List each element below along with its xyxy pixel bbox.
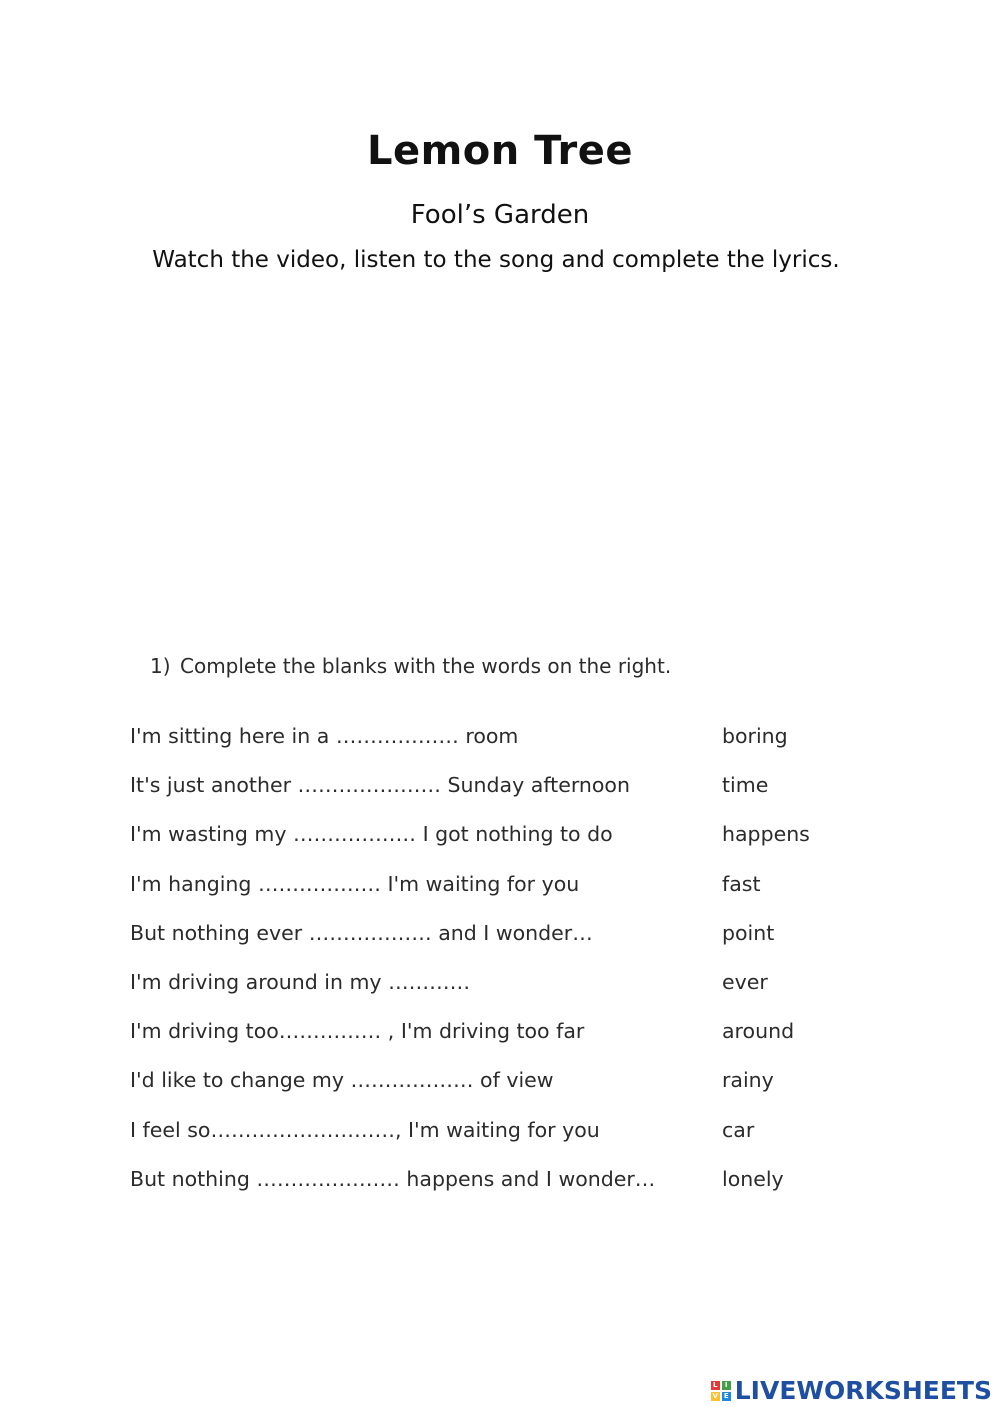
lyric-row	[130, 872, 830, 921]
artist-name: Fool’s Garden	[410, 200, 590, 230]
word-option: point	[722, 920, 775, 945]
task-heading	[150, 654, 671, 678]
lyric-row	[130, 1118, 830, 1167]
lyric-line: But nothing ………………… happens and I wonder…	[130, 1166, 656, 1191]
lyric-row	[130, 1019, 830, 1068]
logo-block: L	[711, 1381, 720, 1390]
logo-block: V	[712, 1391, 718, 1400]
logo-mark-icon	[711, 1381, 731, 1401]
lyric-row	[130, 822, 830, 871]
lyric-line: I'm sitting here in a ……………… room	[130, 724, 519, 748]
lyric-row	[130, 773, 830, 822]
lyric-row	[130, 970, 830, 1019]
word-option: car	[722, 1117, 755, 1142]
word-option: fast	[722, 871, 761, 896]
lyric-row	[130, 1167, 830, 1216]
lyric-row	[130, 724, 830, 773]
instructions-text: Watch the video, listen to the song and complete the lyrics.	[152, 247, 840, 273]
word-option: rainy	[722, 1068, 774, 1093]
lyric-line: I'd like to change my ……………… of view	[130, 1068, 554, 1093]
task-number: 1)	[150, 654, 171, 678]
word-option: lonely	[722, 1166, 784, 1191]
logo-block: E	[722, 1392, 731, 1401]
word-option: around	[722, 1019, 795, 1044]
worksheet-title: Lemon Tree	[366, 128, 634, 174]
word-option: boring	[722, 724, 788, 748]
liveworksheets-logo[interactable]	[711, 1376, 992, 1405]
lyric-row	[130, 921, 830, 970]
lyric-line: It's just another ………………… Sunday afternoon	[130, 773, 630, 798]
lyric-row	[130, 1068, 830, 1117]
lyric-line: I'm hanging ……………… I'm waiting for you	[130, 871, 580, 896]
word-option: happens	[722, 822, 810, 847]
logo-block: I	[722, 1381, 731, 1390]
lyric-line: I'm wasting my ……………… I got nothing to do	[130, 822, 613, 847]
lyric-line: I'm driving too…………… , I'm driving too far	[130, 1019, 585, 1044]
lyrics-list	[130, 724, 830, 1216]
logo-text: LIVEWORKSHEETS	[734, 1376, 992, 1405]
lyric-line: I'm driving around in my …………	[130, 969, 471, 994]
task-text: Complete the blanks with the words on the right.	[180, 654, 672, 678]
lyric-line: But nothing ever ……………… and I wonder…	[130, 920, 593, 945]
lyric-line: I feel so………………………, I'm waiting for you	[130, 1117, 600, 1142]
word-option: time	[722, 773, 769, 798]
word-option: ever	[722, 969, 768, 994]
